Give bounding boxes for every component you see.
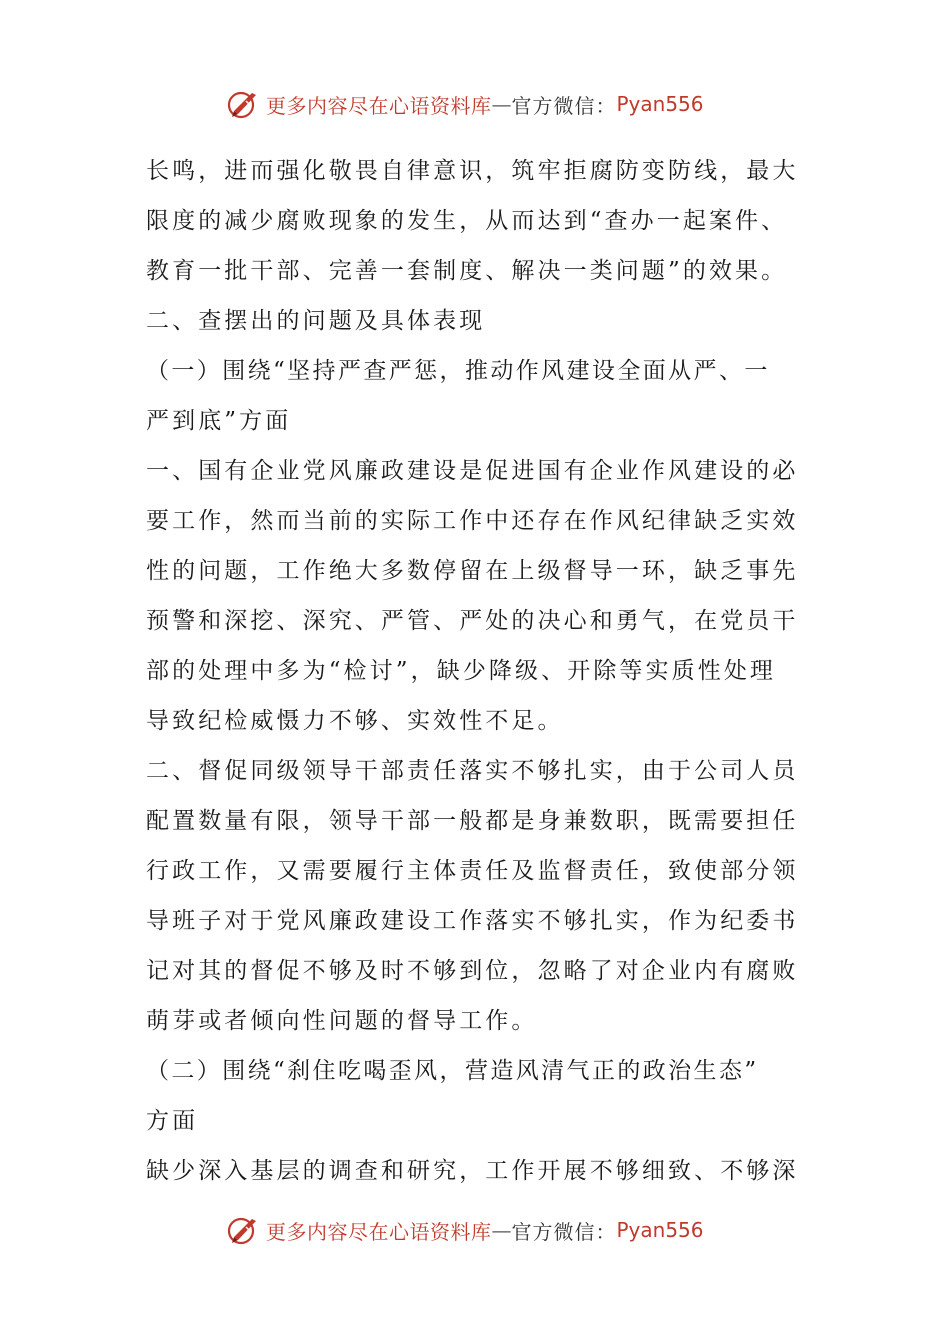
watermark-brand-text: 更多内容尽在心语资料库 [266,93,492,118]
text-line: 预警和深挖、深究、严管、严处的决心和勇气，在党员干 [146,608,799,634]
header-watermark [226,84,704,124]
text-line: 配置数量有限，领导干部一般都是身兼数职，既需要担任 [146,808,799,834]
text-line: 萌芽或者倾向性问题的督导工作。 [146,1008,538,1034]
watermark-dash: — [491,1218,512,1242]
text-line: 限度的减少腐败现象的发生，从而达到“查办一起案件、 [146,208,788,234]
text-line: 缺少深入基层的调查和研究，工作开展不够细致、不够深 [146,1158,799,1184]
footer-watermark [226,1210,704,1250]
watermark-wechat-id: Pyan556 [616,92,704,116]
subsection-heading-cont: 严到底”方面 [146,408,292,434]
text-line: 二、督促同级领导干部责任落实不够扎实，由于公司人员 [146,758,799,784]
text-line: 教育一批干部、完善一套制度、解决一类问题”的效果。 [146,258,788,284]
watermark-dash: — [491,92,512,116]
watermark-wechat-id: Pyan556 [616,1218,704,1242]
document-body [146,146,806,1196]
text-line: 导班子对于党风廉政建设工作落实不够扎实，作为纪委书 [146,908,799,934]
subsection-heading: （二）围绕“刹住吃喝歪风，营造风清气正的政治生态” [146,1058,759,1084]
text-line: 行政工作，又需要履行主体责任及监督责任，致使部分领 [146,858,799,884]
text-line: 长鸣，进而强化敬畏自律意识，筑牢拒腐防变防线，最大 [146,158,799,184]
subsection-heading: （一）围绕“坚持严查严惩，推动作风建设全面从严、一 [146,358,770,384]
text-line: 性的问题，工作绝大多数停留在上级督导一环，缺乏事先 [146,558,799,584]
text-line: 导致纪检威慑力不够、实效性不足。 [146,708,564,734]
text-line: 记对其的督促不够及时不够到位，忽略了对企业内有腐败 [146,958,799,984]
text-line: 一、国有企业党风廉政建设是促进国有企业作风建设的必 [146,458,799,484]
text-line: 要工作，然而当前的实际工作中还存在作风纪律缺乏实效 [146,508,799,534]
watermark-official-label: 官方微信： [511,1219,617,1244]
pen-quill-logo-icon [226,87,260,121]
subsection-heading-cont: 方面 [146,1108,199,1134]
text-line: 部的处理中多为“检讨”，缺少降级、开除等实质性处理 [146,658,777,684]
section-heading: 二、查摆出的问题及具体表现 [146,308,486,334]
watermark-brand-text: 更多内容尽在心语资料库 [266,1219,492,1244]
watermark-official-label: 官方微信： [511,93,617,118]
pen-quill-logo-icon [226,1213,260,1247]
